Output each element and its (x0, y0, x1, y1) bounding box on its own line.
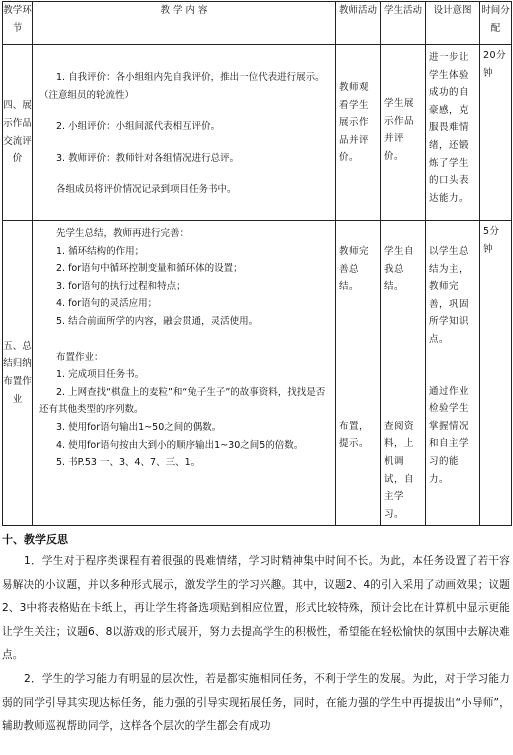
reflection-paragraph-2: 2．学生的学习能力有明显的层次性，若是都实施相同任务，不利于学生的发展。为此，对于学习能力弱的同学引导其实现达标任务，能力强的引导实现拓展任务，同时，在能力强的学生中再提拔出“小导师”，辅助教师巡视帮助同学，这样各个层次的学生都会有成功 (2, 672, 510, 733)
homework-item: 2. 上网查找“棋盘上的麦粒”和“兔子生子”的故事资料，找找是否还有其他类型的序列数。 (39, 386, 326, 416)
design-intent-5: 以学生总结为主，教师完善，巩固所学知识点。 通过作业检验学生掌握情况和自主学习的能力。 (426, 221, 480, 526)
homework-item: 3. 使用for语句输出1~50之间的偶数。 (56, 421, 222, 433)
table-header-row (3, 2, 512, 45)
summary-item: 2. for语句中循环控制变量和循环体的设置； (56, 263, 243, 275)
header-time: 时间分配 (480, 2, 512, 45)
lesson-plan-table (2, 1, 512, 526)
teaching-reflection (2, 530, 510, 739)
content-cell-5 (33, 221, 336, 526)
eval-teacher: 3. 教师评价：教师针对各组情况进行总评。 (56, 152, 240, 164)
header-section: 教学环节 (3, 2, 33, 45)
design-intent-4: 进一步让学生体验成功的自豪感，克服畏难情绪，还锻炼了学生的口头表达能力。 (426, 45, 480, 221)
summary-item: 3. for语句的执行过程和特点； (56, 280, 186, 292)
student-activity-4: 学生展示作品并评价。 (381, 45, 426, 221)
table-row (3, 221, 512, 526)
eval-self: 1. 自我评价：各小组组内先自我评价，推出一位代表进行展示。（注意组员的轮流性） (39, 72, 325, 101)
section-cell-4: 四、展示作品交流评价 (3, 45, 33, 221)
section-cell-5: 五、总结归纳布置作业 (3, 221, 33, 526)
summary-item: 5. 结合前面所学的内容，融会贯通，灵活使用。 (56, 315, 259, 327)
teacher-activity-4: 教师观看学生展示作品并评价。 (336, 45, 381, 221)
header-student: 学生活动 (381, 2, 426, 45)
summary-item: 1. 循环结构的作用； (56, 245, 145, 257)
reflection-heading: 十、教学反思 (2, 533, 68, 546)
content-cell-4 (33, 45, 336, 221)
eval-record: 各组成员将评价情况记录到项目任务书中。 (56, 184, 237, 196)
homework-item: 1. 完成项目任务书。 (56, 369, 145, 381)
eval-group: 2. 小组评价：小组间派代表相互评价。 (56, 121, 221, 133)
homework-intro: 布置作业： (56, 351, 104, 363)
homework-item: 4. 使用for语句按由大到小的顺序输出1~30之间5的倍数。 (56, 439, 304, 451)
reflection-paragraph-1: 1．学生对于程序类课程有着很强的畏难情绪，学习时精神集中时间不长。为此，本任务设置了若干容易解决的小议题，并以多种形式展示，激发学生的学习兴趣。其中，议题2、4的引入采用了动画效果；议题2、3中将表格贴在卡纸上，再让学生将备选项贴到相应位置，形式比较特殊，预计会比在计算机中显示更能让学生关注；议题6、8以游戏的形式展开，努力去提高学生的积极性，希望能在轻松愉快的氛围中去解决难点。 (2, 555, 510, 662)
table-row (3, 45, 512, 221)
header-design: 设计意图 (426, 2, 480, 45)
summary-item: 4. for语句的灵活应用； (56, 298, 158, 310)
summary-intro: 先学生总结，教师再进行完善： (56, 228, 190, 239)
header-teacher: 教师活动 (336, 2, 381, 45)
header-content: 教 学 内 容 (33, 2, 336, 45)
time-4: 20分钟 (480, 45, 512, 221)
teacher-activity-5: 教师完善总结。 布置，提示。 (336, 221, 381, 526)
homework-item: 5. 书P.53 一、3、4、7、三、1。 (56, 457, 201, 469)
time-5: 5分钟 (480, 221, 512, 526)
student-activity-5: 学生自我总结。 查阅资料，上机调试，自主学习。 (381, 221, 426, 526)
